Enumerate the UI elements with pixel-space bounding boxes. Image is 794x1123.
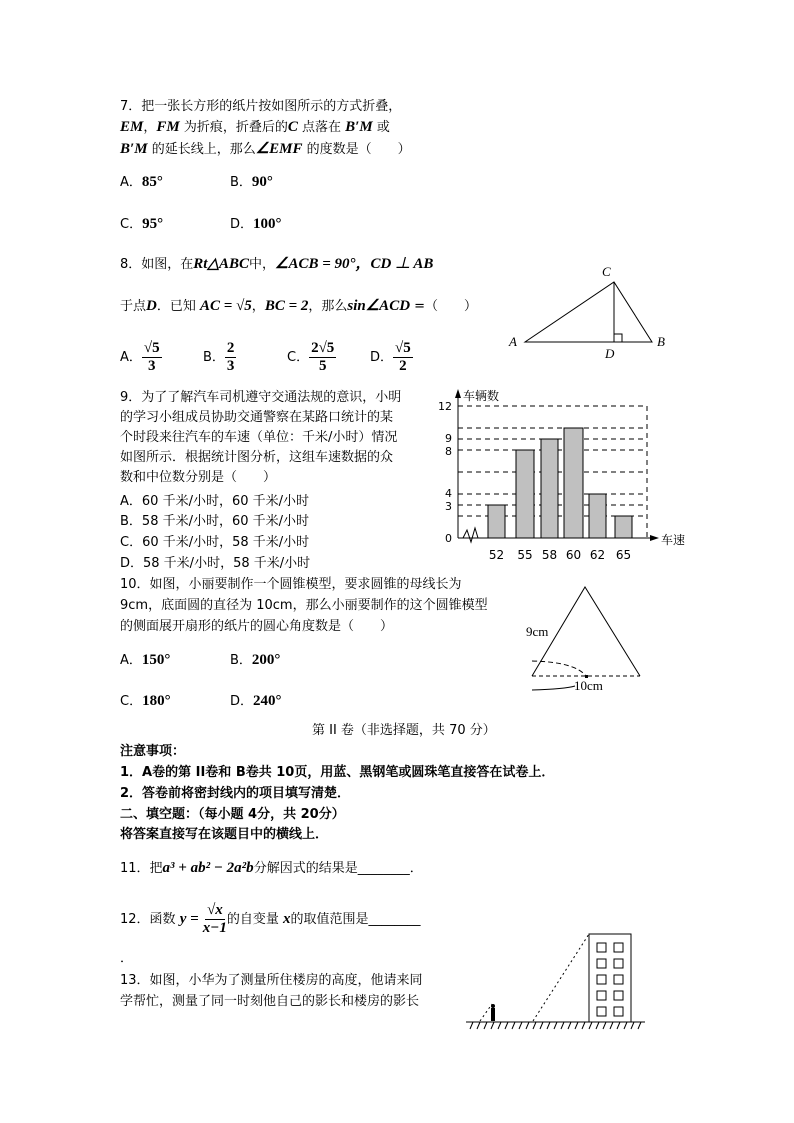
- q10-option-b: [230, 651, 280, 670]
- option-label: C．: [287, 350, 310, 365]
- hatch-mark: [589, 1022, 592, 1029]
- bar-55: [516, 450, 534, 538]
- x-tick-label: 52: [488, 548, 505, 562]
- q13-building-figure: [466, 934, 645, 1029]
- x-axis-arrow-icon: [650, 535, 659, 541]
- q9-option-b: B．58 千米/小时，60 千米/小时: [120, 514, 310, 529]
- option-label: D．: [230, 694, 254, 709]
- option-value: 200°: [251, 652, 281, 668]
- text: 中，: [249, 257, 276, 272]
- q10-line3: 的侧面展开扇形的纸片的圆心角度数是（ ）: [120, 619, 394, 634]
- hatch-mark: [631, 1022, 634, 1029]
- option-label: A．: [120, 175, 142, 190]
- y-tick-label: 3: [445, 500, 452, 513]
- x-tick-label: 60: [565, 548, 582, 562]
- math: EM: [120, 119, 144, 135]
- hatch-mark: [540, 1022, 543, 1029]
- slant-label: 9cm: [526, 624, 549, 639]
- bar-60: [564, 428, 583, 538]
- q9-line4: 如图所示．根据统计图分析，这组车速数据的众: [120, 450, 394, 465]
- bar-62: [589, 494, 606, 538]
- text: ．已知: [156, 299, 200, 314]
- q10-option-d: [230, 692, 282, 711]
- notes-heading: 注意事项：: [120, 744, 186, 759]
- numerator: √5: [143, 340, 160, 356]
- diameter-label: 10cm: [574, 678, 603, 693]
- math: y =: [179, 911, 199, 927]
- hatch-mark: [554, 1022, 557, 1029]
- bar-65: [615, 516, 632, 538]
- q9-line2: 的学习小组成员协助交通警察在某路口统计的某: [120, 410, 394, 425]
- q7-line1: 7．把一张长方形的纸片按如图所示的方式折叠，: [120, 99, 402, 114]
- note-1: 1．A卷的第 II卷和 B卷共 10页，用蓝、黑钢笔或圆珠笔直接答在试卷上．: [120, 765, 555, 780]
- hatch-mark: [638, 1022, 641, 1029]
- q12: [120, 902, 421, 937]
- text: 于点: [120, 299, 147, 314]
- math: ∠ACB = 90°，CD ⊥ AB: [275, 256, 434, 272]
- hatch-mark: [568, 1022, 571, 1029]
- y-axis-arrow-icon: [455, 389, 461, 398]
- q9-option-d: D．58 千米/小时，58 千米/小时: [120, 556, 311, 571]
- math: ∠EMF: [255, 141, 303, 157]
- denominator: 3: [148, 358, 156, 374]
- option-value: 100°: [253, 216, 282, 232]
- numerator: 2√5: [311, 340, 335, 356]
- q9-line1: 9．为了了解汽车司机遵守交通法规的意识，小明: [120, 390, 402, 405]
- option-label: D．: [370, 350, 394, 365]
- q10-option-a: [120, 651, 170, 670]
- math: sin∠ACD: [347, 298, 411, 314]
- q9-option-a: A．60 千米/小时，60 千米/小时: [120, 494, 310, 509]
- text: 分解因式的结果是________．: [253, 861, 423, 876]
- text: ，: [143, 120, 157, 135]
- math: B′M: [120, 141, 148, 157]
- q11: [120, 859, 423, 878]
- bar-58: [541, 439, 558, 538]
- fraction: [203, 902, 227, 937]
- hatch-mark: [526, 1022, 529, 1029]
- q9-option-c: C．60 千米/小时，58 千米/小时: [120, 535, 310, 550]
- q10-cone-figure: [526, 587, 640, 693]
- q10-line2: 9cm，底面圆的直径为 10cm，那么小丽要制作的这个圆锥模型: [120, 598, 488, 613]
- hatch-mark: [533, 1022, 536, 1029]
- y-tick-label: 8: [445, 445, 452, 458]
- x-tick-label: 55: [517, 548, 533, 562]
- text: 的度数是（ ）: [302, 142, 411, 157]
- q9-bar-chart: [438, 388, 685, 562]
- hatch-mark: [547, 1022, 550, 1029]
- option-label: B．: [230, 653, 252, 668]
- text: 为折痕，折叠后的: [179, 120, 288, 135]
- math: a³ + ab² − 2a²b: [162, 860, 254, 876]
- y-tick-label: 4: [445, 487, 452, 500]
- triangle-abc: [525, 282, 652, 342]
- hatch-mark: [512, 1022, 515, 1029]
- y-tick-label: 0: [445, 532, 452, 545]
- option-value: 150°: [141, 652, 171, 668]
- math: B′M: [345, 119, 373, 135]
- option-label: C．: [120, 217, 143, 232]
- q10-option-c: [120, 692, 171, 711]
- ground-hatching: [470, 1022, 641, 1029]
- text: =（ ）: [410, 299, 478, 314]
- q13-line1: 13．如图，小华为了测量所住楼房的高度，他请来同: [120, 973, 423, 988]
- base-ellipse-front: [532, 686, 575, 690]
- text: 的自变量: [226, 912, 284, 927]
- option-value: 180°: [142, 693, 171, 709]
- q9-line3: 个时段来往汽车的车速（单位：千米/小时）情况: [120, 430, 398, 445]
- text: ，那么: [308, 299, 348, 314]
- y-tick-label: 12: [438, 400, 452, 413]
- option-label: D．: [230, 217, 254, 232]
- y-axis-label: 车辆数: [463, 389, 500, 403]
- bar-52: [488, 505, 505, 538]
- denominator: 5: [318, 358, 327, 374]
- hatch-mark: [484, 1022, 487, 1029]
- option-label: A．: [120, 653, 142, 668]
- math: Rt△ABC: [193, 256, 250, 272]
- denominator: x−1: [202, 920, 227, 936]
- option-value: 240°: [253, 693, 282, 709]
- numerator: 2: [226, 340, 235, 356]
- q13-line2: 学帮忙，测量了同一时刻他自己的影长和楼房的影长: [120, 994, 420, 1009]
- option-label: C．: [120, 694, 143, 709]
- fill-in-heading: 二、填空题：（每小题 4分，共 20分）: [120, 807, 345, 822]
- numerator: √x: [206, 902, 223, 918]
- denominator: 2: [399, 358, 407, 374]
- hatch-mark: [491, 1022, 494, 1029]
- option-label: B．: [230, 175, 252, 190]
- text: 11．把: [120, 861, 163, 876]
- option-value: 90°: [251, 174, 273, 190]
- hatch-mark: [505, 1022, 508, 1029]
- section-title: 第 II 卷（非选择题，共 70 分）: [312, 723, 496, 738]
- denominator: 3: [226, 358, 235, 374]
- text: 或: [372, 120, 390, 135]
- option-value: 85°: [141, 174, 163, 190]
- text: 的延长线上，那么: [147, 142, 256, 157]
- hatch-mark: [498, 1022, 501, 1029]
- building: [589, 934, 631, 1022]
- hatch-mark: [575, 1022, 578, 1029]
- hatch-mark: [603, 1022, 606, 1029]
- text: 点落在: [297, 120, 346, 135]
- person-shadow-ray: [480, 1004, 492, 1021]
- text: 12．函数: [120, 912, 180, 927]
- label-c: C: [602, 264, 611, 279]
- option-label: A．: [120, 350, 142, 365]
- person-icon: [491, 1004, 495, 1021]
- y-tick-label: 9: [445, 432, 452, 445]
- hatch-mark: [470, 1022, 473, 1029]
- hatch-mark: [596, 1022, 599, 1029]
- q10-line1: 10．如图，小丽要制作一个圆锥模型，要求圆锥的母线长为: [120, 577, 462, 592]
- math: x: [283, 911, 291, 927]
- q8-triangle-figure: [508, 264, 665, 361]
- x-tick-label: 65: [615, 548, 632, 562]
- hatch-mark: [624, 1022, 627, 1029]
- hatch-mark: [617, 1022, 620, 1029]
- label-d: D: [605, 346, 615, 361]
- fill-in-instruction: 将答案直接写在该题目中的横线上．: [120, 827, 329, 842]
- text: ，: [251, 299, 265, 314]
- label-b: B: [657, 334, 665, 349]
- right-angle-mark: [614, 334, 622, 342]
- text: 8．如图，在: [120, 257, 194, 272]
- label-a: A: [509, 334, 517, 349]
- building-shadow-ray: [533, 934, 589, 1021]
- x-tick-label: 58: [541, 548, 558, 562]
- math: AC = √5: [200, 298, 252, 314]
- math: C: [287, 119, 298, 135]
- math: D: [146, 298, 157, 314]
- q12-continuation: ．: [120, 951, 134, 966]
- numerator: √5: [395, 340, 411, 356]
- hatch-mark: [610, 1022, 613, 1029]
- option-value: 95°: [142, 216, 164, 232]
- math: BC = 2: [264, 298, 309, 314]
- math: FM: [156, 119, 180, 135]
- hatch-mark: [582, 1022, 585, 1029]
- text: 的取值范围是________: [290, 912, 421, 927]
- option-label: B．: [203, 350, 225, 365]
- x-axis-label: 车速: [661, 533, 686, 547]
- hatch-mark: [519, 1022, 522, 1029]
- q9-line5: 数和中位数分别是（ ）: [120, 470, 277, 485]
- x-tick-label: 62: [589, 548, 606, 562]
- hatch-mark: [561, 1022, 564, 1029]
- note-2: 2．答卷前将密封线内的项目填写清楚．: [120, 786, 351, 801]
- hatch-mark: [477, 1022, 480, 1029]
- axis-break-icon: [463, 528, 478, 542]
